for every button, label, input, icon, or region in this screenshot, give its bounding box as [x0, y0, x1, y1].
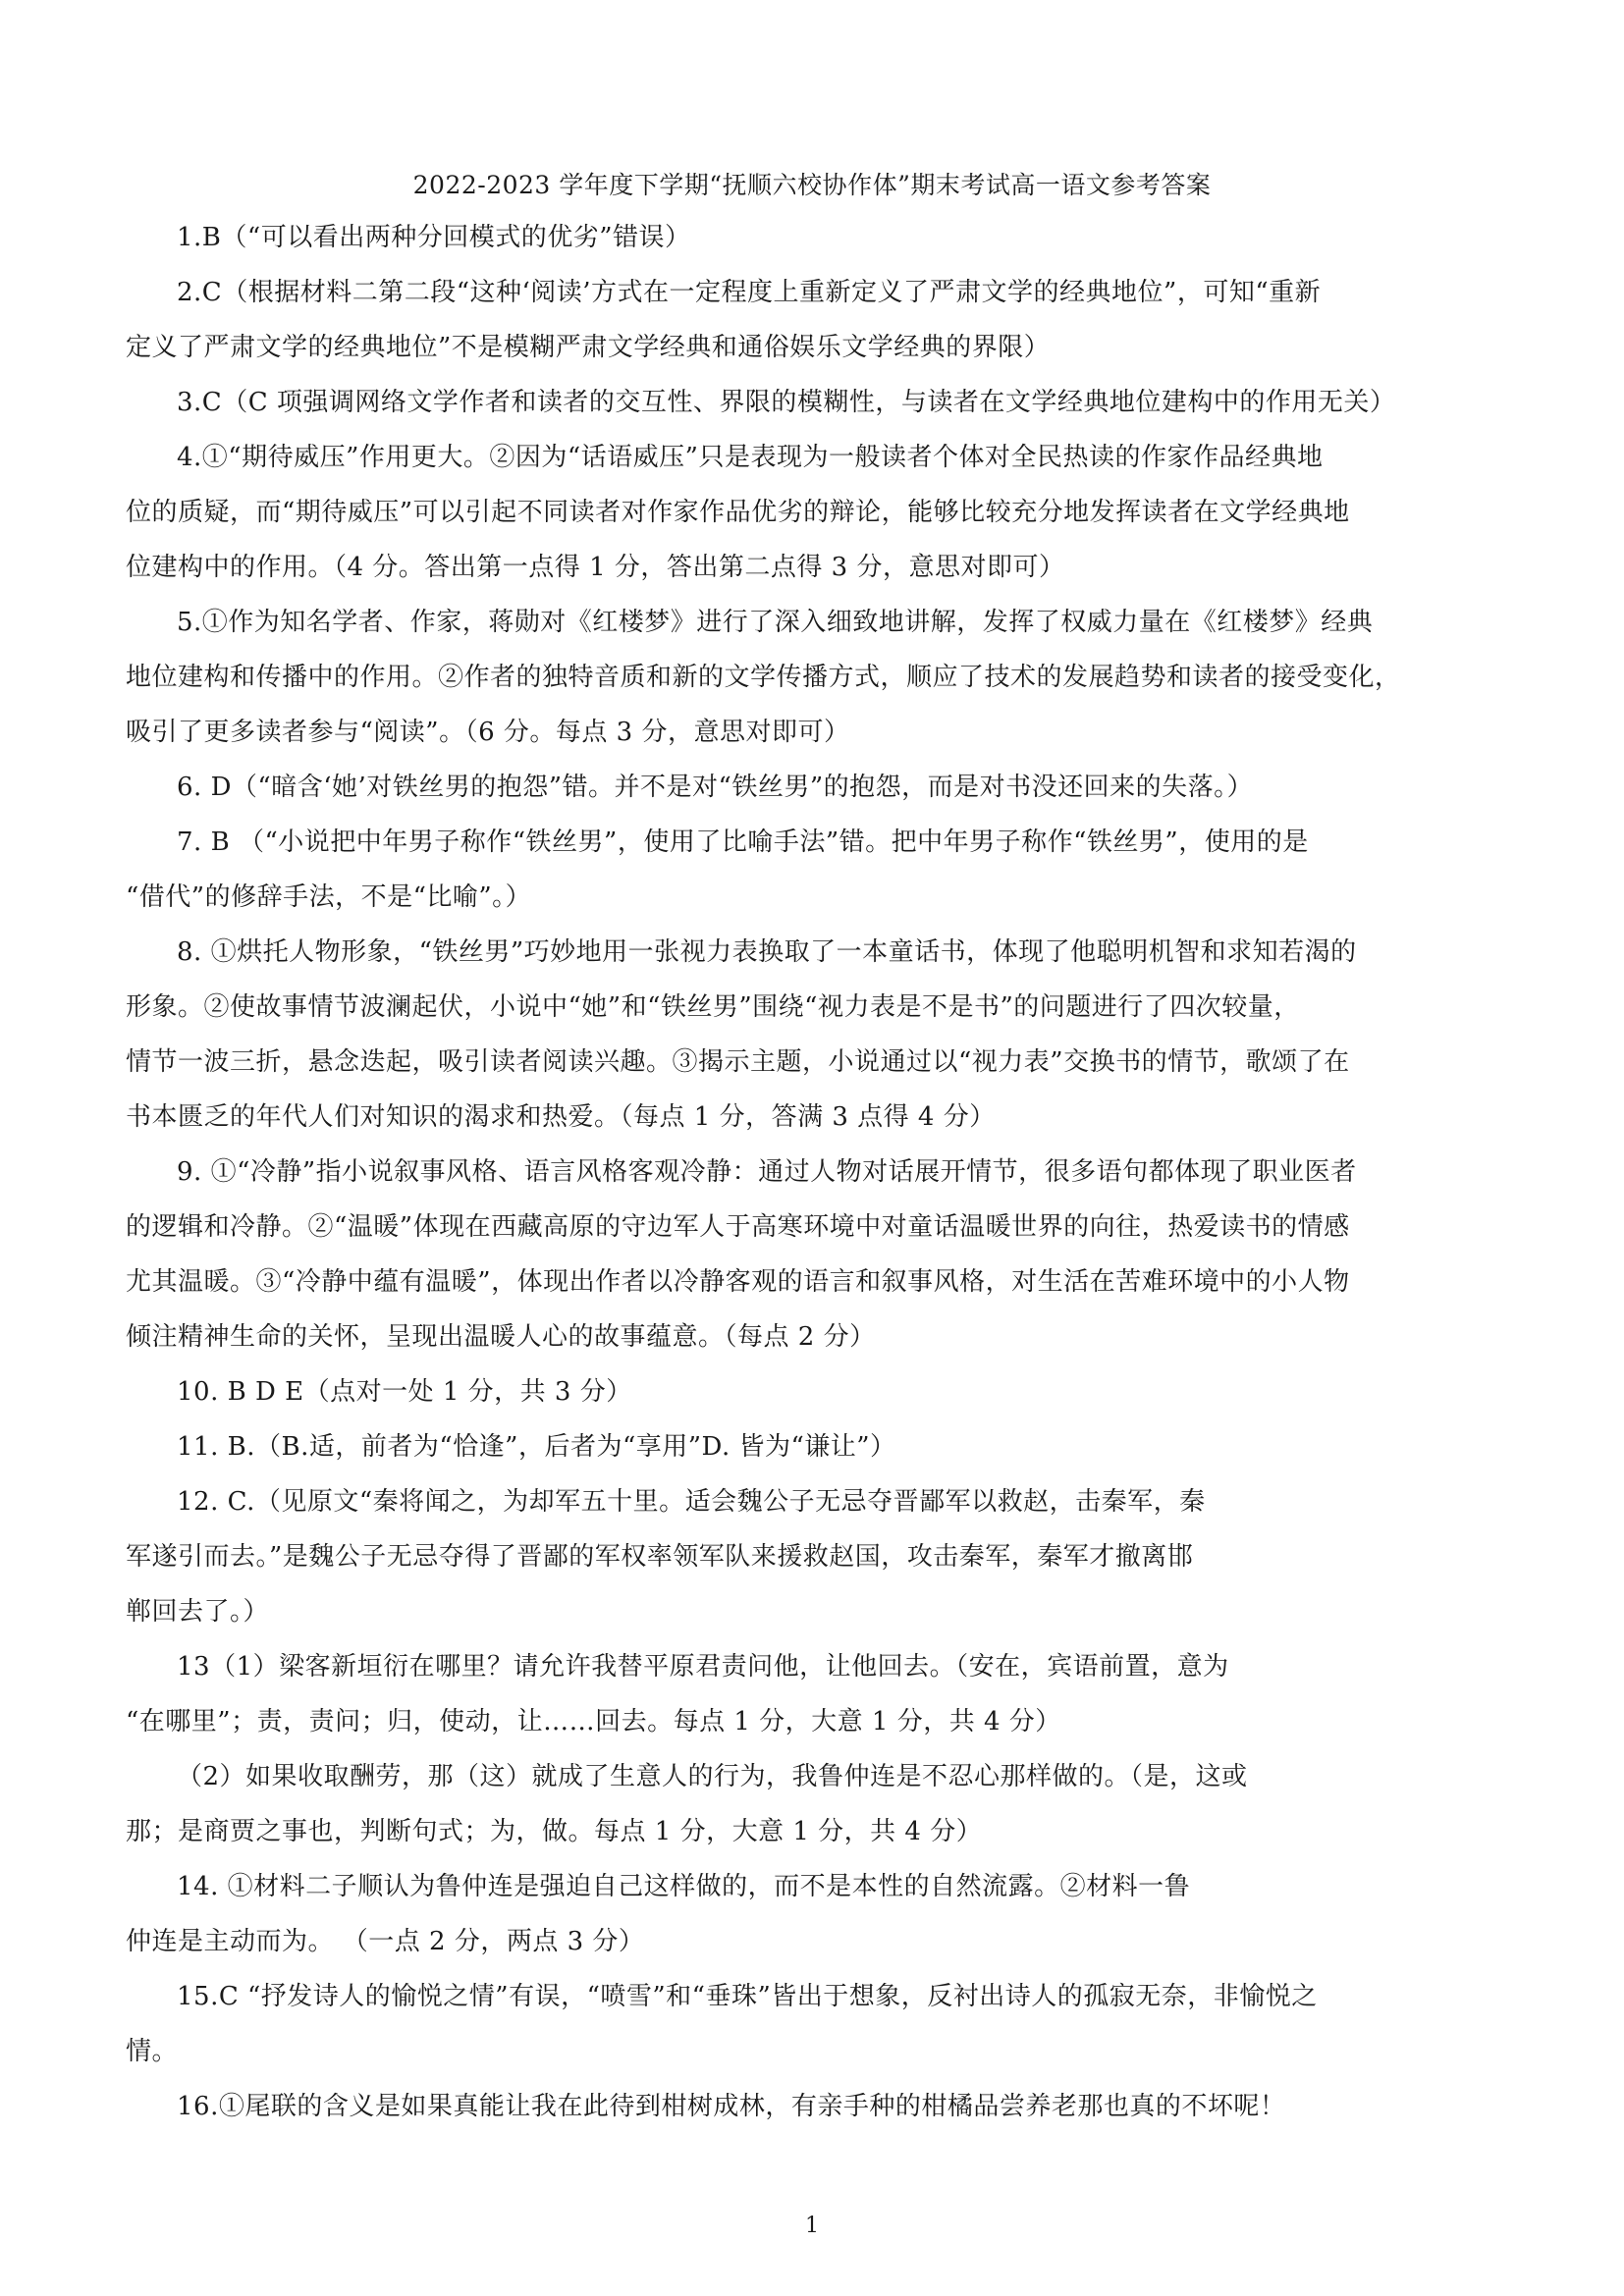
- answer-line: 的逻辑和冷静。②“温暖”体现在西藏高原的守边军人于高寒环境中对童话温暖世界的向往，热爱读书的情感: [126, 1212, 1350, 1242]
- answer-line: 书本匮乏的年代人们对知识的渴求和热爱。（每点 1 分，答满 3 点得 4 分）: [126, 1102, 996, 1132]
- answer-item: [126, 1859, 1520, 1969]
- answer-line: 4.①“期待威压”作用更大。②因为“话语威压”只是表现为一般读者个体对全民热读的作家作品经典地: [177, 443, 1324, 472]
- answer-line: 吸引了更多读者参与“阅读”。（6 分。每点 3 分，意思对即可）: [126, 718, 850, 747]
- answer-line: 11. B.（B.适，前者为“恰逢”，后者为“享用”D. 皆为“谦让”）: [177, 1432, 896, 1462]
- answer-item: [126, 265, 1520, 375]
- answer-line: 16.①尾联的含义是如果真能让我在此待到柑树成林，有亲手种的柑橘品尝养老那也真的不坏呢！: [177, 2092, 1286, 2121]
- answer-line: 6. D（“暗含‘她’对铁丝男的抱怨”错。并不是对“铁丝男”的抱怨，而是对书没还回来的失落。）: [177, 773, 1254, 802]
- answer-line: 定义了严肃文学的经典地位”不是模糊严肃文学经典和通俗娱乐文学经典的界限）: [126, 333, 1051, 362]
- answer-item: [126, 1419, 1520, 1474]
- answer-item: [126, 2079, 1520, 2134]
- answer-line: 10. B D E（点对一处 1 分，共 3 分）: [177, 1377, 632, 1407]
- answer-line: 13（1）梁客新垣衍在哪里？请允许我替平原君责问他，让他回去。（安在，宾语前置，意为: [177, 1652, 1229, 1682]
- answer-line: 仲连是主动而为。 （一点 2 分，两点 3 分）: [126, 1927, 645, 1956]
- answer-item: [126, 925, 1520, 1145]
- answer-line: 军遂引而去。”是魏公子无忌夺得了晋鄙的军权率领军队来援救赵国，攻击秦军，秦军才撤离邯: [126, 1542, 1194, 1572]
- answer-line: 地位建构和传播中的作用。②作者的独特音质和新的文学传播方式，顺应了技术的发展趋势和读者的接受变化，: [126, 663, 1401, 692]
- document-title: 2022-2023 学年度下学期“抚顺六校协作体”期末考试高一语文参考答案: [412, 171, 1212, 199]
- answer-item: [126, 430, 1520, 595]
- answer-item: [126, 1145, 1520, 1364]
- answer-line: 位建构中的作用。（4 分。答出第一点得 1 分，答出第二点得 3 分，意思对即可）: [126, 553, 1065, 582]
- answer-item: [126, 1639, 1520, 1749]
- answer-line: 1.B（“可以看出两种分回模式的优劣”错误）: [177, 223, 691, 252]
- answer-item: [126, 595, 1520, 760]
- answer-line: 尤其温暖。③“冷静中蕴有温暖”，体现出作者以冷静客观的语言和叙事风格，对生活在苦难环境中的小人物: [126, 1267, 1350, 1297]
- answer-line: 位的质疑，而“期待威压”可以引起不同读者对作家作品优劣的辩论，能够比较充分地发挥读者在文学经典地: [126, 498, 1350, 527]
- answer-item: [126, 1749, 1520, 1859]
- answer-line: （2）如果收取酬劳，那（这）就成了生意人的行为，我鲁仲连是不忍心那样做的。（是，这或: [177, 1762, 1248, 1791]
- answer-item: [126, 1364, 1520, 1419]
- answer-item: [126, 815, 1520, 925]
- answer-line: 14. ①材料二子顺认为鲁仲连是强迫自己这样做的，而不是本性的自然流露。②材料一鲁: [177, 1872, 1191, 1901]
- answer-line: 形象。②使故事情节波澜起伏，小说中“她”和“铁丝男”围绕“视力表是不是书”的问题进行了四次较量，: [126, 992, 1300, 1022]
- answer-line: 那；是商贾之事也，判断句式；为，做。每点 1 分，大意 1 分，共 4 分）: [126, 1817, 983, 1846]
- answer-line: 倾注精神生命的关怀，呈现出温暖人心的故事蕴意。（每点 2 分）: [126, 1322, 876, 1352]
- answer-line: 情节一波三折，悬念迭起，吸引读者阅读兴趣。③揭示主题，小说通过以“视力表”交换书的情节，歌颂了在: [126, 1047, 1350, 1077]
- answer-line: 3.C（C 项强调网络文学作者和读者的交互性、界限的模糊性，与读者在文学经典地位建构中的作用无关）: [177, 388, 1396, 417]
- answer-line: 9. ①“冷静”指小说叙事风格、语言风格客观冷静：通过人物对话展开情节，很多语句都体现了职业医者: [177, 1157, 1357, 1187]
- answer-item: [126, 375, 1520, 430]
- answer-line: 7. B （“小说把中年男子称作“铁丝男”，使用了比喻手法”错。把中年男子称作“铁丝男”，使用的是: [177, 828, 1309, 857]
- page-number: 1: [805, 2214, 819, 2238]
- answer-line: “在哪里”；责，责问；归，使动，让……回去。每点 1 分，大意 1 分，共 4 分）: [126, 1707, 1061, 1736]
- answer-line: 5.①作为知名学者、作家，蒋勋对《红楼梦》进行了深入细致地讲解，发挥了权威力量在《红楼梦》经典: [177, 608, 1374, 637]
- answer-item: [126, 1474, 1520, 1639]
- answer-item: [126, 210, 1520, 265]
- answer-line: 8. ①烘托人物形象，“铁丝男”巧妙地用一张视力表换取了一本童话书，体现了他聪明机智和求知若渴的: [177, 937, 1357, 967]
- answer-line: 12. C.（见原文“秦将闻之，为却军五十里。适会魏公子无忌夺晋鄙军以救赵，击秦军，秦: [177, 1487, 1206, 1517]
- answer-line: “借代”的修辞手法，不是“比喻”。）: [126, 882, 532, 912]
- answer-line: 郸回去了。）: [126, 1597, 270, 1627]
- answer-line: 情。: [126, 2037, 179, 2066]
- answer-item: [126, 760, 1520, 815]
- answer-line: 2.C（根据材料二第二段“这种‘阅读’方式在一定程度上重新定义了严肃文学的经典地位”，可知“重新: [177, 278, 1322, 307]
- answer-line: 15.C “抒发诗人的愉悦之情”有误，“喷雪”和“垂珠”皆出于想象，反衬出诗人的孤寂无奈，非愉悦之: [177, 1982, 1318, 2011]
- answer-item: [126, 1969, 1520, 2079]
